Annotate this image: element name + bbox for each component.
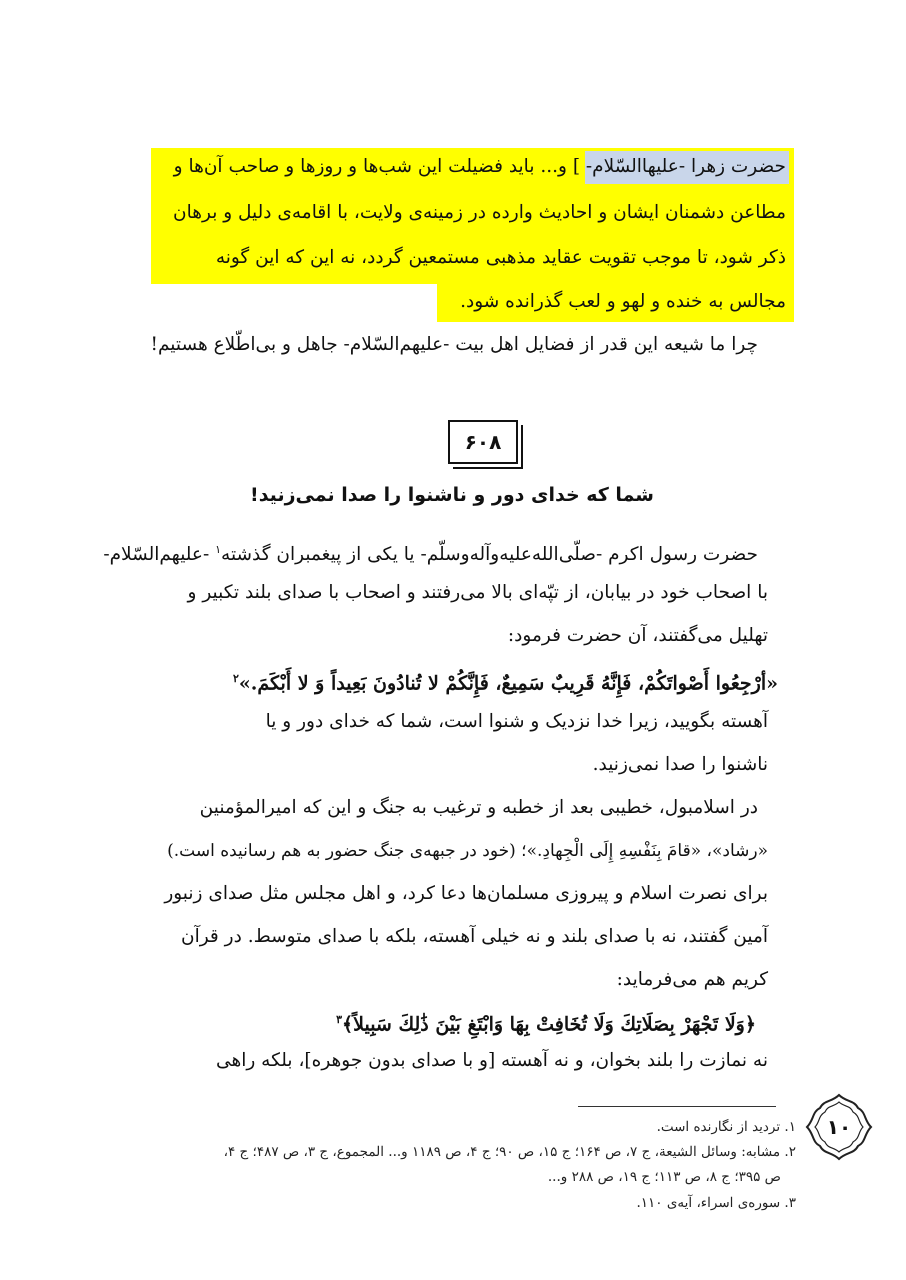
quote-text: ﴿وَلَا تَجْهَرْ بِصَلَاتِكَ وَلَا تُخَافِتْ بِهَا وَابْتَغِ بَيْنَ ذَٰلِكَ سَبِيلاً﴾ xyxy=(342,1013,756,1036)
line-text: و... باید فضیلت این شب‌ها و روزها و صاحب آن‌ها و xyxy=(173,156,567,177)
body-line-4: آهسته بگویید، زیرا خدا نزدیک و شنوا است، شما که خدای دور و یا xyxy=(265,711,768,732)
footnote-ref-1[interactable]: ۱ xyxy=(215,543,222,556)
top-line-4: مجالس به خنده و لهو و لعب گذرانده شود. xyxy=(460,291,786,312)
quote-text: «أرْجِعُوا أَصْواتَكُمْ، فَإِنَّهُ قَرِيبٌ سَمِيعٌ، فَإِنَّكُمْ لا تُنادُونَ بَعِيداً وَ لا أَبْكَمَ.» xyxy=(238,672,778,695)
section-number: ۶۰۸ xyxy=(464,430,502,454)
body-line-6: در اسلامبول، خطیبی بعد از خطبه و ترغیب به جنگ و این که امیرالمؤمنین xyxy=(199,797,758,818)
body-text: حضرت رسول اکرم -صلّی‌الله‌علیه‌وآله‌وسلّم- یا یکی از پیغمبران گذشته xyxy=(221,544,758,566)
body-line-10: کریم هم می‌فرماید: xyxy=(616,969,768,990)
top-line-5: چرا ما شیعه این قدر از فضایل اهل بیت -علیهم‌السّلام- جاهل و بی‌اطّلاع هستیم! xyxy=(150,334,758,355)
body-line-5: ناشنوا را صدا نمی‌زنید. xyxy=(592,754,768,775)
selected-text: حضرت زهرا -علیهاالسّلام- ] xyxy=(572,156,786,177)
top-line-3: ذکر شود، تا موجب تقویت عقاید مذهبی مستمعین گردد، نه این که این گونه xyxy=(215,247,786,268)
footnote-2: ۲. مشابه: وسائل الشیعة، ج ۷، ص ۱۶۴؛ ج ۱۵، ص ۹۰؛ ج ۴، ص ۱۱۸۹ و... المجموع، ج ۳، ص ۴۸۷؛ ج ۴، xyxy=(223,1144,796,1160)
footnote-ref-3[interactable]: ۳ xyxy=(336,1013,342,1026)
body-line-1 xyxy=(103,535,758,570)
top-line-1 xyxy=(174,152,786,182)
footnote-3: ۳. سوره‌ی اسراء، آیه‌ی ۱۱۰. xyxy=(636,1195,796,1211)
body-line-8: برای نصرت اسلام و پیروزی مسلمان‌ها دعا کرد، و اهل مجلس مثل صدای زنبور xyxy=(164,883,768,904)
footnote-2-cont: ص ۳۹۵؛ ج ۸، ص ۱۱۳؛ ج ۱۹، ص ۲۸۸ و... xyxy=(547,1169,781,1185)
quran-quote xyxy=(336,1005,756,1039)
body-line-9: آمین گفتند، نه با صدای بلند و نه خیلی آهسته، بلکه با صدای متوسط. در قرآن xyxy=(180,926,768,947)
body-line-3: تهلیل می‌گفتند، آن حضرت فرمود: xyxy=(507,625,768,646)
body-line-2: با اصحاب خود در بیابان، از تپّه‌ای بالا می‌رفتند و اصحاب با صدای بلند تکبیر و xyxy=(187,582,768,603)
body-text: -علیهم‌السّلام- xyxy=(103,544,210,566)
top-line-2: مطاعن دشمنان ایشان و احادیث وارده در زمینه‌ی ولایت، با اقامه‌ی دلیل و برهان xyxy=(173,202,786,223)
body-line-7: «رشاد»، «قامَ بِنَفْسِهِ إِلَى الْجِهادِ.»؛ (خود در جبهه‌ی جنگ حضور به هم رسانیده است.) xyxy=(167,841,768,861)
footnote-1: ۱. تردید از نگارنده است. xyxy=(656,1119,796,1135)
page-number: ۱۰ xyxy=(826,1115,852,1139)
hadith-quote xyxy=(233,664,778,698)
section-number-box xyxy=(448,420,518,464)
footnote-divider xyxy=(578,1106,776,1107)
footnote-ref-2[interactable]: ۲ xyxy=(232,672,239,685)
body-line-11: نه نمازت را بلند بخوان، و نه آهسته [و با صدای بدون جوهره]، بلکه راهی xyxy=(216,1050,768,1071)
section-title: شما که خدای دور و ناشنوا را صدا نمی‌زنید! xyxy=(250,484,654,506)
